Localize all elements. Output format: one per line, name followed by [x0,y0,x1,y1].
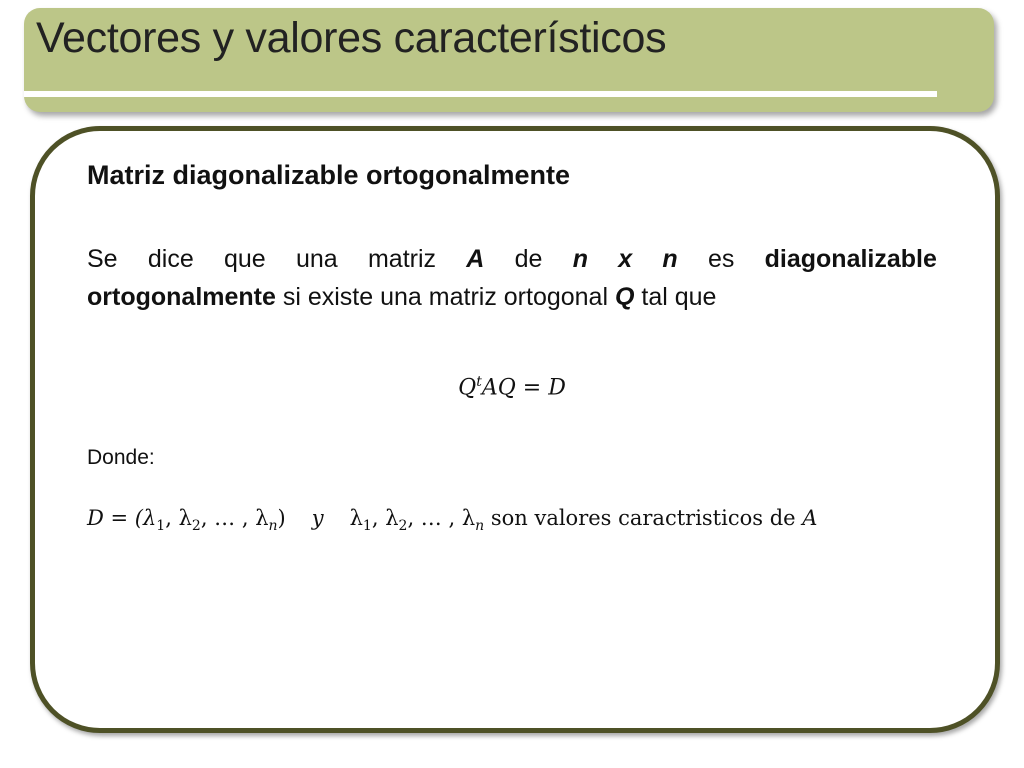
word-n: n [662,245,678,273]
formula-q: Q [458,375,477,401]
def-sub: 1 [362,518,372,535]
section-heading: Matriz diagonalizable ortogonalmente [87,160,571,190]
def-sub: 2 [191,518,201,535]
word-matrix-q: Q [614,283,635,311]
def-sub: 1 [156,518,166,535]
def-lambda: λ [349,506,363,530]
def-matrix-a: A [802,506,818,530]
word: de [514,245,543,273]
word-matrix-a: A [466,245,485,273]
slide-title: Vectores y valores característicos [36,14,667,62]
formula-exponent: t [476,374,482,390]
word: una [295,245,338,273]
word: dice [147,245,194,273]
def-sub-n: n [475,518,485,535]
word-diagonalizable: diagonalizable [764,245,937,273]
definition-paragraph [87,240,937,316]
donde-label: Donde: [87,446,155,469]
def-tail: son valores caractristicos de [484,506,803,530]
word: matriz [367,245,437,273]
formula-rest: AQ = D [481,375,566,401]
formula-qtaq [0,374,1024,400]
word: es [707,245,735,273]
word-n: n [572,245,588,273]
word: que [224,245,266,273]
word-ortogonalmente: ortogonalmente [87,283,276,311]
word-x: x [618,245,633,273]
def-dots: , … , λ [200,506,269,530]
line2-text: si existe una matriz ortogonal [275,283,615,311]
def-y: y [311,506,324,530]
title-underline [24,91,937,97]
word: Se [87,245,118,273]
paragraph-line-2 [87,278,937,316]
def-sub-n: n [268,518,278,535]
definition-line [87,506,817,534]
line2-end: tal que [634,283,717,311]
def-close: ) [277,506,286,530]
def-sub: 2 [398,518,408,535]
def-lhs: D = (λ [87,506,157,530]
def-comma: , λ [165,506,192,530]
paragraph-line-1 [87,240,937,278]
def-dots: , … , λ [407,506,476,530]
def-comma: , λ [371,506,399,530]
content-box [30,126,1000,733]
